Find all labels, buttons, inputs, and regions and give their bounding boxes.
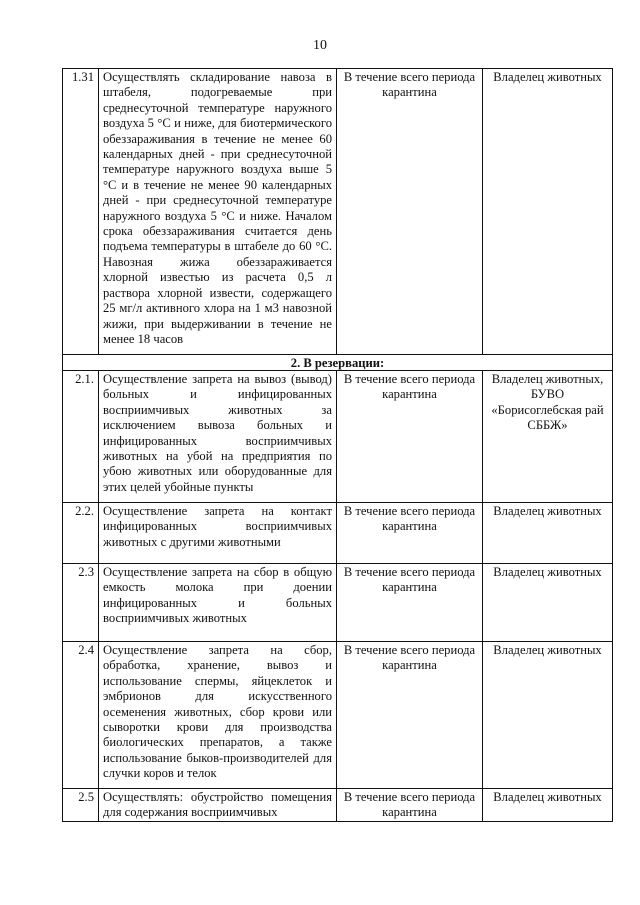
row-term: В течение всего периода карантина (337, 564, 483, 642)
row-number: 2.4 (63, 642, 99, 789)
row-action: Осуществлять: обустройство помещения для содержания восприимчивых (99, 789, 337, 822)
table-row (63, 371, 613, 503)
row-term: В течение всего периода карантина (337, 642, 483, 789)
table-row (63, 564, 613, 642)
row-term: В течение всего периода карантина (337, 69, 483, 355)
row-action: Осуществление запрета на вывоз (вывод) больных и инфицированных восприимчивых животных за исключением вывоза больных и инфицированных восприимчивых животных на убой на предприятия по убою животных или оборудованные для этих целей убойные пункты (99, 371, 337, 503)
row-responsible: Владелец животных (483, 69, 613, 355)
row-action: Осуществление запрета на сбор, обработка, хранение, вывоз и использование спермы, яйцеклеток и эмбрионов для искусственного осеменения животных, сбор крови или сыворотки крови для производства биологических препаратов, а также использование быков-производителей для случки коров и телок (99, 642, 337, 789)
table-row (63, 69, 613, 355)
row-number: 2.3 (63, 564, 99, 642)
row-number: 1.31 (63, 69, 99, 355)
row-responsible: Владелец животных, БУВО «Борисоглебская рай СББЖ» (483, 371, 613, 503)
row-number: 2.1. (63, 371, 99, 503)
page-number: 10 (313, 38, 327, 53)
row-number: 2.2. (63, 503, 99, 564)
row-responsible: Владелец животных (483, 642, 613, 789)
row-action: Осуществление запрета на сбор в общую емкость молока при доении инфицированных и больных восприимчивых животных (99, 564, 337, 642)
row-number: 2.5 (63, 789, 99, 822)
quarantine-measures-table (62, 68, 613, 822)
row-term: В течение всего периода карантина (337, 371, 483, 503)
row-action: Осуществлять складирование навоза в штабеля, подогреваемые при среднесуточной температуре наружного воздуха 5 °С и ниже, для биотермического обеззараживания в течение не менее 60 календарных дней - при среднесуточной температуре наружного воздуха выше 5 °С и в течение не менее 90 календарных дней - при среднесуточной температуре наружного воздуха 5 °С и ниже. Началом срока обеззараживания считается день подъема температуры в штабеле до 60 °С. Навозная жижа обеззараживается хлорной известью из расчета 0,5 л раствора хлорной извести, содержащего 25 мг/л активного хлора на 1 м3 навозной жижи, при выдерживании в течение не менее 18 часов (99, 69, 337, 355)
row-responsible: Владелец животных (483, 564, 613, 642)
row-responsible: Владелец животных (483, 789, 613, 822)
row-term: В течение всего периода карантина (337, 503, 483, 564)
section-header-row (63, 355, 613, 371)
row-term: В течение всего периода карантина (337, 789, 483, 822)
table-row (63, 503, 613, 564)
table-row (63, 642, 613, 789)
section-title: 2. В резервации: (63, 355, 613, 371)
row-responsible: Владелец животных (483, 503, 613, 564)
table-row (63, 789, 613, 822)
row-action: Осуществление запрета на контакт инфицированных восприимчивых животных с другими животными (99, 503, 337, 564)
